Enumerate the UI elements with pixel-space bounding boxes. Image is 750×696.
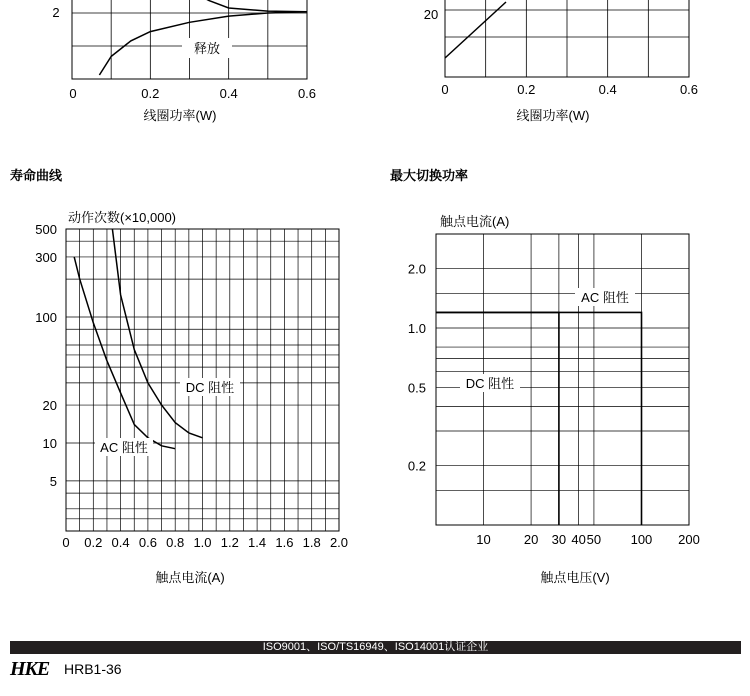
chart-d-xtick: 30 [551, 532, 567, 547]
chart-a-ytick: 2 [52, 5, 60, 20]
chart-d-boundary-ac [436, 312, 642, 525]
chart-d-dc-label: DC 阻性 [465, 376, 515, 391]
chart-c-ylabel: 动作次数(×10,000) [68, 210, 177, 225]
chart-c-xtick: 0.8 [166, 535, 185, 550]
chart-a-annotation-release: 释放 [193, 41, 221, 56]
chart-c-ac-label: AC 阻性 [100, 440, 148, 455]
chart-d-xtick: 100 [630, 532, 653, 547]
chart-b-xtick: 0.4 [598, 82, 617, 97]
chart-d-xtick: 40 [571, 532, 586, 547]
chart-d-ytick: 0.5 [407, 380, 426, 396]
chart-c-xtick: 0 [62, 535, 70, 550]
chart-c-xtick: 0.2 [84, 535, 103, 550]
chart-c-xtick: 1.8 [302, 535, 321, 550]
chart-c-ytick: 500 [35, 222, 57, 237]
chart-d-ytick: 0.2 [407, 458, 426, 474]
chart-d-xtick: 50 [586, 532, 602, 547]
chart-d-ylabel: 触点电流(A) [440, 214, 510, 229]
chart-c-xtick: 1.6 [275, 535, 294, 550]
certification-bar: ISO9001、ISO/TS16949、ISO14001认证企业 [10, 641, 741, 654]
chart-c-ytick: 10 [42, 435, 57, 451]
chart-c-dc-label: DC 阻性 [185, 380, 235, 395]
chart-a-xtick: 0.6 [297, 86, 317, 101]
chart-a-xtick: 0.2 [141, 86, 160, 101]
life-curve-title: 寿命曲线 [10, 168, 63, 183]
chart-c-xtick: 2.0 [329, 535, 349, 550]
brand-logo: HKE [10, 658, 50, 680]
chart-d-boundary-dc [436, 312, 559, 525]
chart-c-xtick: 1.0 [193, 535, 212, 550]
max-power-title: 最大切换功率 [390, 168, 469, 183]
chart-b-xtick: 0 [441, 82, 449, 97]
chart-b-xtick: 0.6 [679, 82, 699, 97]
chart-d-ac-label: AC 阻性 [581, 290, 629, 305]
chart-a-curve-1 [186, 0, 307, 12]
chart-c-xtick: 1.4 [248, 535, 267, 550]
chart-c-xtick: 0.4 [111, 535, 130, 550]
chart-d-xlabel: 触点电压(V) [540, 570, 610, 585]
chart-d-xtick: 200 [678, 532, 700, 547]
chart-a-xtick: 0.4 [219, 86, 238, 101]
chart-c-xtick: 0.6 [138, 535, 157, 550]
model-number: HRB1-36 [64, 661, 122, 677]
chart-a-xtick: 0 [69, 86, 77, 101]
chart-c-ytick: 5 [49, 473, 57, 489]
chart-b-xlabel: 线圈功率(W) [516, 108, 590, 123]
chart-d-ytick: 1.0 [407, 320, 426, 336]
chart-d-xtick: 10 [476, 532, 491, 547]
chart-c-ytick: 300 [35, 249, 57, 265]
chart-b-ytick: 20 [423, 7, 439, 22]
chart-c-xtick: 1.2 [220, 535, 239, 550]
chart-a-xlabel: 线圈功率(W) [143, 108, 217, 123]
chart-c-ytick: 100 [35, 310, 57, 326]
chart-d-xtick: 20 [523, 532, 539, 547]
chart-c-curve-ac [74, 257, 175, 449]
chart-d-ytick: 2.0 [407, 261, 426, 277]
chart-c-ytick: 20 [42, 398, 57, 414]
chart-b-xtick: 0.2 [517, 82, 536, 97]
chart-c-xlabel: 触点电流(A) [155, 570, 225, 585]
